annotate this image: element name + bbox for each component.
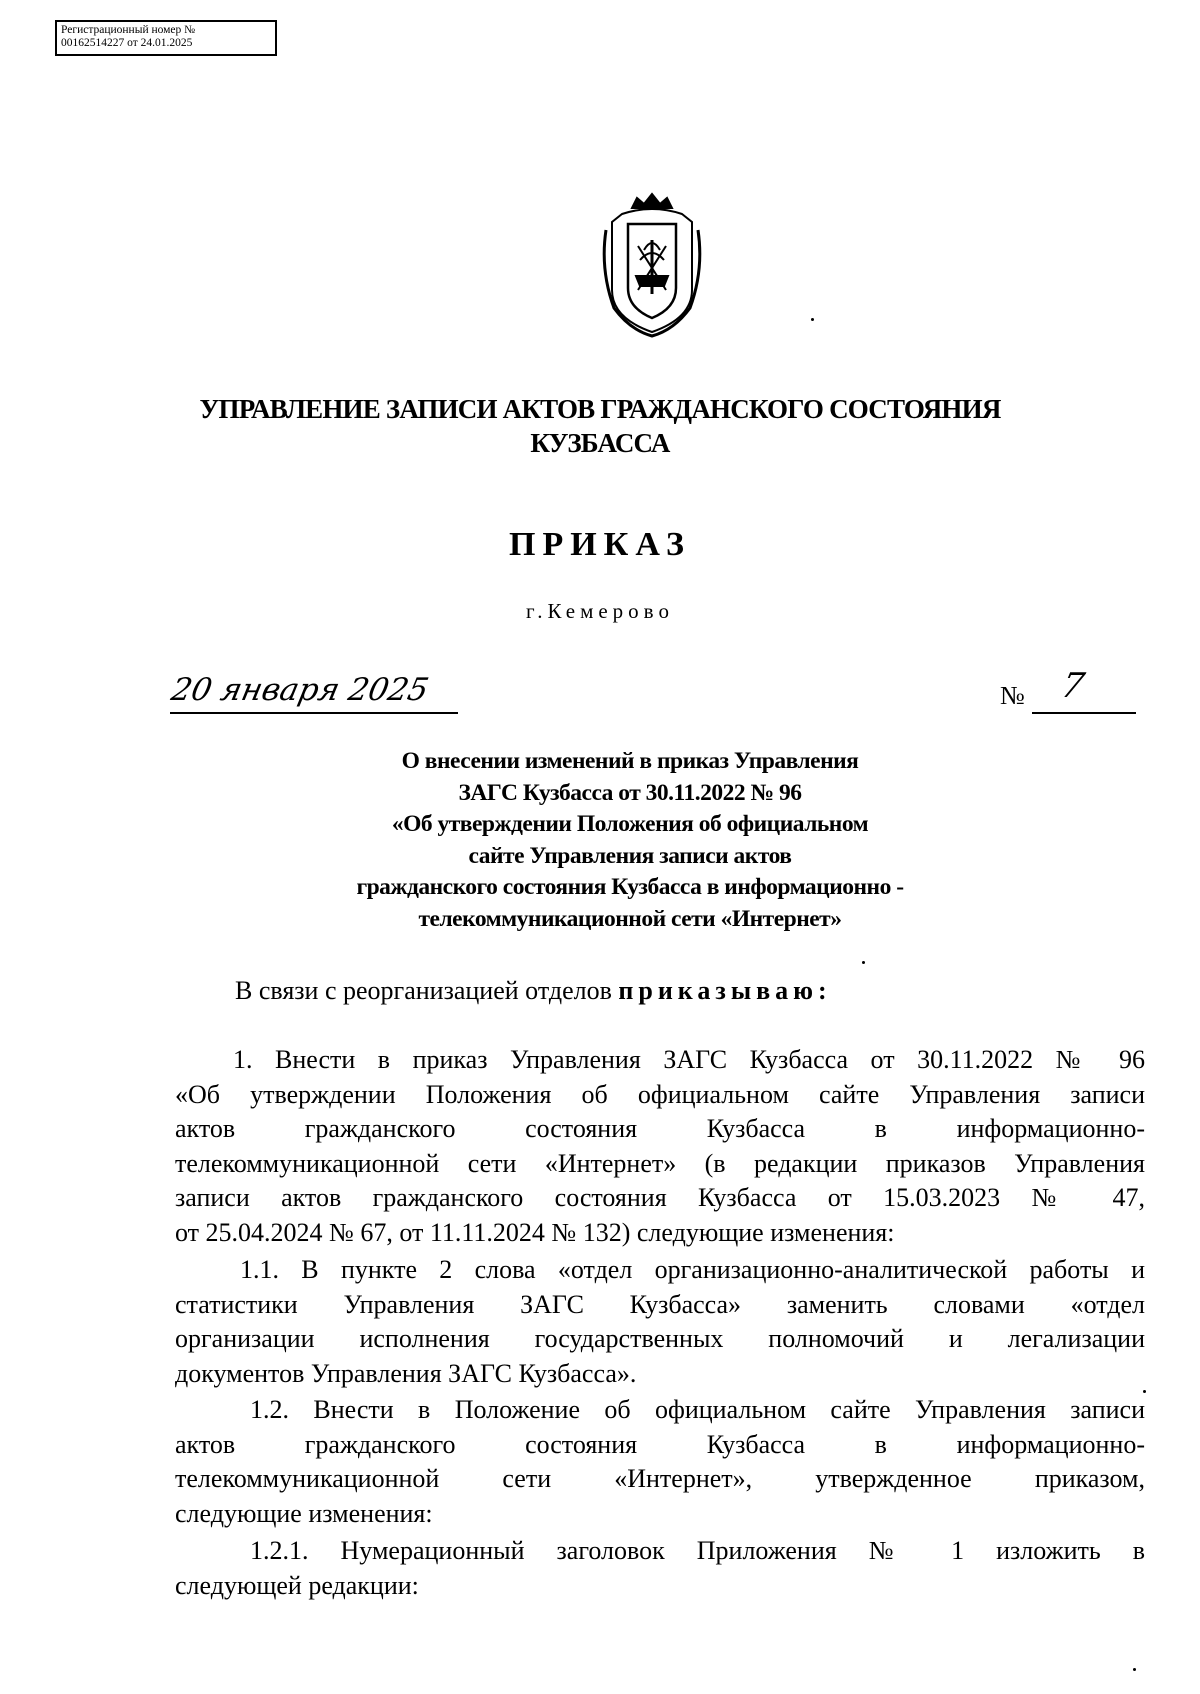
subject-line: ЗАГС Кузбасса от 30.11.2022 № 96	[458, 779, 802, 806]
order-subject	[280, 746, 980, 935]
agency-name-line-2: КУЗБАССА	[530, 428, 670, 458]
intro-paragraph	[235, 974, 832, 1009]
p12-line: 1.2. Внести в Положение об официальном сайте Управления записи	[250, 1395, 1145, 1424]
p11-line: статистики Управления ЗАГС Кузбасса» заменить словами «отдел	[175, 1290, 1145, 1319]
p1-line: записи актов гражданского состояния Кузбасса от 15.03.2023 № 47,	[175, 1183, 1145, 1212]
intro-bold-command: приказываю:	[618, 976, 832, 1005]
coat-of-arms-icon	[592, 190, 712, 340]
p12-line: актов гражданского состояния Кузбасса в информационно-	[175, 1430, 1145, 1459]
agency-name-line-1: УПРАВЛЕНИЕ ЗАПИСИ АКТОВ ГРАЖДАНСКОГО СОСТОЯНИЯ	[199, 394, 1001, 424]
p121-line-last: следующей редакции:	[175, 1571, 419, 1600]
p12-line: телекоммуникационной сети «Интернет», утвержденное приказом,	[175, 1464, 1145, 1493]
registration-line-2: 00162514227 от 24.01.2025	[61, 37, 193, 49]
city: г.Кемерово	[526, 599, 674, 623]
p1-line: актов гражданского состояния Кузбасса в информационно-	[175, 1114, 1145, 1143]
handwritten-number: 7	[1057, 666, 1088, 706]
scan-speck	[862, 961, 865, 964]
p1-line: «Об утверждении Положения об официальном сайте Управления записи	[175, 1080, 1145, 1109]
number-label: №	[1000, 681, 1025, 710]
scan-speck	[1133, 1668, 1136, 1671]
p1-line: 1. Внести в приказ Управления ЗАГС Кузбасса от 30.11.2022 № 96	[233, 1045, 1145, 1074]
intro-text: В связи с реорганизацией отделов	[235, 976, 612, 1005]
p12-line-last: следующие изменения:	[175, 1499, 433, 1528]
agency-name	[0, 392, 1200, 460]
subject-line: «Об утверждении Положения об официальном	[391, 811, 869, 837]
p1-line-last: от 25.04.2024 № 67, от 11.11.2024 № 132) следующие изменения:	[175, 1218, 895, 1247]
registration-stamp	[55, 20, 277, 56]
p11-line: организации исполнения государственных полномочий и легализации	[175, 1324, 1145, 1353]
scan-speck	[1143, 1390, 1146, 1393]
handwritten-date: 20 января 2025	[168, 672, 432, 708]
scan-speck	[811, 318, 814, 321]
registration-line-1: Регистрационный номер №	[61, 24, 196, 36]
subject-line: О внесении изменений в приказ Управления	[401, 748, 859, 774]
p121-line: 1.2.1. Нумерационный заголовок Приложения № 1 изложить в	[250, 1536, 1145, 1565]
subject-line: гражданского состояния Кузбасса в информационно -	[356, 874, 904, 900]
p11-line-last: документов Управления ЗАГС Кузбасса».	[175, 1359, 637, 1388]
document-type: ПРИКАЗ	[509, 526, 691, 563]
subject-line: сайте Управления записи актов	[468, 842, 792, 869]
p11-line: 1.1. В пункте 2 слова «отдел организационно-аналитической работы и	[240, 1255, 1145, 1284]
subject-line: телекоммуникационной сети «Интернет»	[418, 905, 842, 932]
p1-line: телекоммуникационной сети «Интернет» (в редакции приказов Управления	[175, 1149, 1145, 1178]
